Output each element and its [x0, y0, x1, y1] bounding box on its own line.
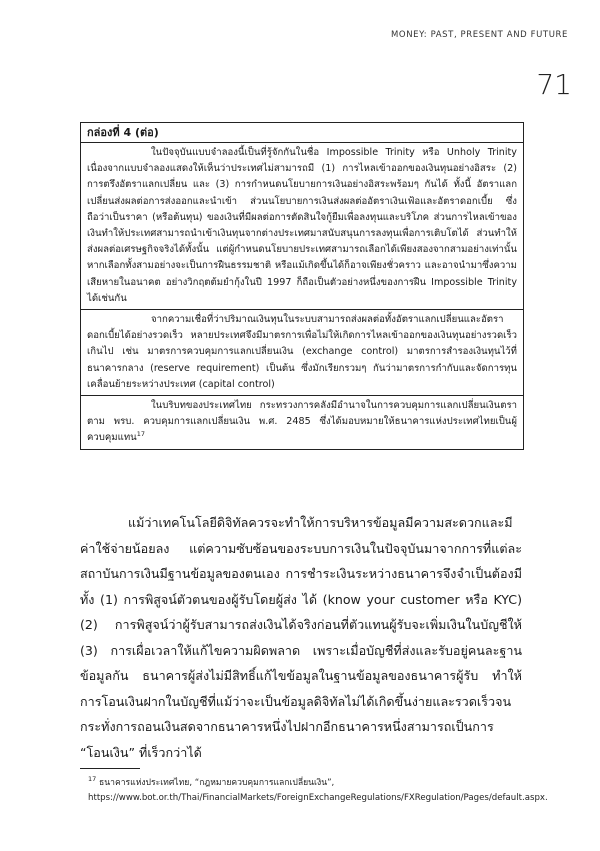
- box-paragraph-1: ในปัจจุบันแบบจำลองนี้เป็นที่รู้จักกันในชื่อ Impossible Trinity หรือ Unholy Trinity เนื่องจากแบบจำลองแสดงให้เห็นว่าประเทศไม่สามารถมี (1) การไหลเข้าออกของเงินทุนอย่างอิสระ (2) การตรึงอัตราแลกเปลี่ยน และ (3) การกำหนดนโยบายการเงินอย่างอิสระพร้อมๆ กันได้ ทั้งนี้ อัตราแลกเปลี่ยนส่งผลต่อการส่งออกและนำเข้า ส่วนนโยบายการเงินส่งผลต่ออัตราเงินเฟ้อและอัตราดอกเบี้ย ซึ่งถือว่าเป็นราคา (หรือต้นทุน) ของเงินที่มีผลต่อการตัดสินใจกู้ยืมเพื่อลงทุนและบริโภค ส่วนการไหลเข้าของเงินทำให้ประเทศสามารถนำเข้าเงินทุนจากต่างประเทศมาสนับสนุนการลงทุนเพื่อการเติบโตได้ ส่วนทำให้ส่งผลต่อเศรษฐกิจจริงได้ทั้งนั้น แต่ผู้กำหนดนโยบายประเทศสามารถเลือกได้เพียงสองจากสามอย่างเท่านั้น หากเลือกทั้งสามอย่างจะเป็นการฝืนธรรมชาติ หรือแม้เกิดขึ้นได้ก็อาจเพียงชั่วคราว และอาจนำมาซึ่งความเสียหายในอนาคต อย่างวิกฤตต้มยำกุ้งในปี 1997 ก็ถือเป็นตัวอย่างหนึ่งของการฝืน Impossible Trinity ได้เช่นกัน: [87, 147, 517, 304]
- footnote-reference[interactable]: 17: [136, 430, 145, 439]
- box-paragraph-3: [81, 395, 523, 449]
- box-title: กล่องที่ 4 (ต่อ): [81, 123, 523, 143]
- footnote-number: 17: [88, 775, 97, 784]
- running-header: MONEY: PAST, PRESENT AND FUTURE: [390, 30, 568, 40]
- footnote-text: ธนาคารแห่งประเทศไทย, “กฎหมายควบคุมการแลกเปลี่ยนเงิน”, https://www.bot.or.th/Thai/FinancialMarkets/ForeignExchangeRegulations/FXRegulation/Pages/default.aspx.: [88, 778, 548, 803]
- body-paragraph: แม้ว่าเทคโนโลยีดิจิทัลควรจะทำให้การบริหารข้อมูลมีความสะดวกและมีค่าใช้จ่ายน้อยลง แต่ความซับซ้อนของระบบการเงินในปัจจุบันมาจากการที่แต่ละสถาบันการเงินมีฐานข้อมูลของตนเอง การชำระเงินระหว่างธนาคารจึงจำเป็นต้องมีทั้ง (1) การพิสูจน์ตัวตนของผู้รับโดยผู้ส่ง ได้ (know your customer หรือ KYC) (2) การพิสูจน์ว่าผู้รับสามารถส่งเงินได้จริงก่อนที่ตัวแทนผู้รับจะเพิ่มเงินในบัญชีให้ (3) การเผื่อเวลาให้แก้ไขความผิดพลาด เพราะเมื่อบัญชีที่ส่งและรับอยู่คนละฐานข้อมูลกัน ธนาคารผู้ส่งไม่มีสิทธิ์แก้ไขข้อมูลในฐานข้อมูลของธนาคารผู้รับ ทำให้การโอนเงินฝากในบัญชีที่แม้ว่าจะเป็นข้อมูลดิจิทัลไม่ได้เกิดขึ้นง่ายและรวดเร็วจนกระทั่งการถอนเงินสดจากธนาคารหนึ่งไปฝากอีกธนาคารหนึ่งสามารถเป็นการ “โอนเงิน” ที่เร็วกว่าได้: [80, 515, 522, 760]
- footnote-divider: [80, 768, 140, 769]
- box-paragraph-2: จากความเชื่อที่ว่าปริมาณเงินทุนในระบบสามารถส่งผลต่อทั้งอัตราแลกเปลี่ยนและอัตราดอกเบี้ยได้อย่างรวดเร็ว หลายประเทศจึงมีมาตรการเพื่อไม่ให้เกิดการไหลเข้าออกของเงินทุนอย่างรวดเร็วเกินไป เช่น มาตรการควบคุมการแลกเปลี่ยนเงิน (exchange control) มาตรการสำรองเงินทุนไว้ที่ธนาคารกลาง (reserve requirement) เป็นต้น ซึ่งมักเรียกรวมๆ กันว่ามาตรการกำกับและจัดการทุนเคลื่อนย้ายระหว่างประเทศ (capital control): [81, 309, 523, 395]
- sidebar-box: [80, 122, 524, 450]
- page-number: 71: [536, 68, 572, 101]
- footnote: [88, 775, 548, 806]
- box-paragraph-3-text: ในบริบทของประเทศไทย กระทรวงการคลังมีอำนาจในการควบคุมการแลกเปลี่ยนเงินตราตาม พรบ. ควบคุมการแลกเปลี่ยนเงิน พ.ศ. 2485 ซึ่งได้มอบหมายให้ธนาคารแห่งประเทศไทยเป็นผู้ควบคุมแทน: [87, 400, 517, 444]
